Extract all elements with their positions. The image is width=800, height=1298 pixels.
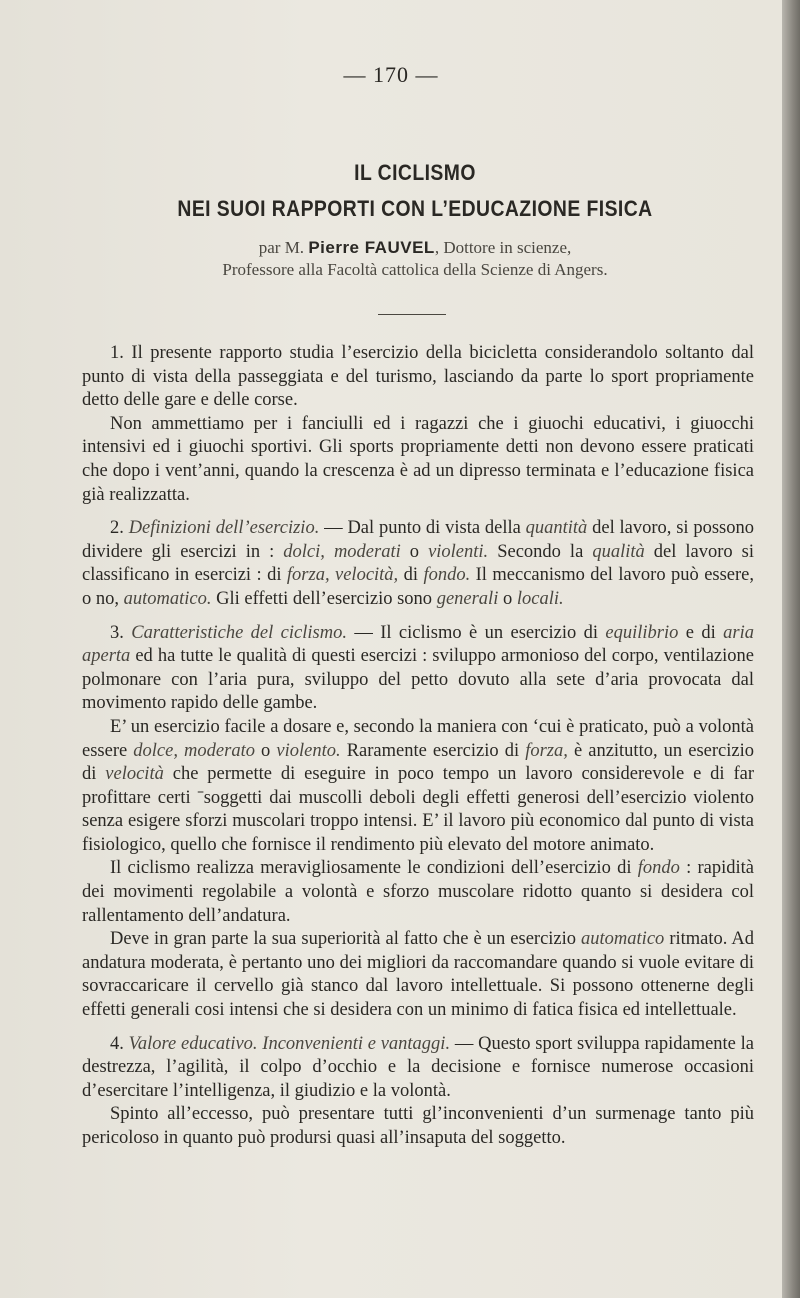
title-line-2: NEI SUOI RAPPORTI CON L’EDUCAZIONE FISICA: [177, 196, 653, 221]
italic-term: aria aperta: [82, 622, 754, 667]
italic-term: Definizioni dell’esercizio.: [128, 518, 320, 539]
text-run: Non ammettiamo per i fanciulli ed i ragazzi che i giuochi educativi, i giuocchi intensivi ed i giuochi sportivi. Gli sports propriamente detti non devono essere praticati che dopo i vent’anni, quando la crescenza è ad un dipresso terminata e l’educazione fisica già realizzatta.: [82, 413, 754, 505]
paragraph-p3b: [82, 716, 754, 858]
italic-term: automatico.: [123, 588, 212, 609]
paragraph-p4: [82, 1033, 754, 1104]
text-run: ritmato. Ad andatura moderata, è pertanto uno dei migliori da raccomandare quando si vuole evitare di sovraccaricare il cervello già stanco dal lavoro intellettuale. Si possono ottenerne degli effetti generali cosi intensi che si desidera con un minimo di fatica fisica ed intellettuale.: [82, 929, 754, 1021]
text-run: Spinto all’eccesso, può presentare tutti gl’inconvenienti d’un surmenage tanto più pericoloso in quanto può prodursi quasi all’insaputa del soggetto.: [82, 1104, 754, 1148]
text-run: — Questo sport sviluppa rapidamente la destrezza, l’agilità, il colpo d’occhio e la decisione e fornisce numerose occasioni d’esercitare l’intelligenza, il giudizio e la volontà.: [82, 1033, 754, 1101]
paragraph-p1b: [82, 413, 754, 507]
author-suffix: , Dottore in scienze,: [434, 238, 572, 257]
text-run: del lavoro si classificano in esercizi : di: [82, 541, 755, 586]
italic-term: forza,: [525, 740, 568, 761]
italic-term: qualità: [592, 541, 645, 562]
italic-term: automatico: [581, 929, 665, 950]
italic-term: velocità: [105, 764, 164, 785]
title-line-1: IL CICLISMO: [354, 160, 476, 185]
italic-term: locali.: [516, 588, 564, 609]
text-run: — Dal punto di vista della: [319, 518, 526, 539]
italic-term: violento.: [276, 740, 341, 761]
author-prefix: par M.: [258, 238, 309, 257]
italic-term: Valore educativo. Inconvenienti e vantaggi.: [128, 1033, 451, 1054]
text-run: che permette di eseguire in poco tempo un lavoro considerevole e di far profittare certi ˉsoggetti dai muscolli deboli degli effetti generosi dell’esercizio violento senza esigere sforzi muscolari troppo intensi. E’ il lavoro più economico dal punto di vista fisiologico, quello che fornisce il rendimento più elevato del motore animato.: [82, 764, 754, 855]
page-number: — 170 —: [343, 62, 439, 87]
text-run: e di: [678, 622, 724, 643]
text-run: 1. Il presente rapporto studia l’esercizio della bicicletta considerandolo soltanto dal punto di vista della passeggiata e del turismo, lasciando da parte lo sport propriamente detto delle gare e delle corse.: [82, 343, 754, 411]
text-run: di: [398, 565, 424, 586]
italic-term: quantità: [525, 518, 588, 539]
paragraph-p2: [82, 517, 754, 611]
paragraph-p3d: [82, 928, 754, 1022]
text-run: — Il ciclismo è un esercizio di: [346, 622, 606, 643]
text-run: : rapidità dei movimenti regolabile a volontà e sforzo muscolare ridotto quanto si desidera col rallentamento dell’andatura.: [82, 858, 754, 926]
paragraph-p1: [82, 342, 754, 413]
text-run: Secondo la: [488, 541, 593, 562]
italic-term: violenti.: [428, 541, 489, 562]
article-body: [82, 342, 754, 1151]
text-run: o: [254, 740, 277, 761]
text-run: Il ciclismo realizza meravigliosamente le condizioni dell’esercizio di: [110, 858, 638, 879]
italic-term: generali: [436, 588, 499, 609]
page-edge-shadow: [782, 0, 800, 1298]
text-run: 2.: [110, 518, 129, 539]
text-run: Gli effetti dell’esercizio sono: [211, 588, 437, 609]
text-run: o: [400, 541, 429, 562]
text-run: Raramente esercizio di: [340, 740, 526, 761]
author-name: Pierre FAUVEL: [308, 238, 435, 257]
text-run: 4.: [110, 1033, 129, 1054]
author-line: [0, 238, 800, 258]
paragraph-p3c: [82, 857, 754, 928]
text-run: Deve in gran parte la sua superiorità al fatto che è un esercizio: [110, 929, 582, 950]
text-run: E’ un esercizio facile a dosare e, secondo la maniera con ‘cui è praticato, può a volontà essere: [82, 716, 754, 761]
paragraph-p4b: [82, 1103, 754, 1150]
text-run: Il meccanismo del lavoro può essere, o no,: [82, 565, 755, 609]
italic-term: forza, velocità,: [286, 565, 399, 586]
italic-term: dolce, moderato: [133, 740, 255, 761]
text-run: è anzitutto, un esercizio di: [82, 740, 754, 785]
text-run: ed ha tutte le qualità di questi esercizi : sviluppo armonioso del corpo, ventilazione polmonare con l’aria pura, sviluppo del petto dovuto alla sete d’aria provocata dal movimento rapido delle gambe.: [82, 646, 754, 714]
text-run: 3.: [110, 622, 132, 643]
italic-term: fondo: [637, 858, 680, 879]
paragraph-p3: [82, 622, 754, 716]
separator-rule: [378, 314, 446, 315]
italic-term: equilibrio: [605, 622, 679, 643]
italic-term: dolci, moderati: [283, 541, 401, 562]
author-affiliation: Professore alla Facoltà cattolica della Scienze di Angers.: [222, 260, 608, 279]
text-run: o: [498, 588, 517, 609]
text-run: del lavoro, si possono dividere gli esercizi in :: [82, 518, 755, 562]
italic-term: fondo.: [423, 565, 471, 586]
italic-term: Caratteristiche del ciclismo.: [131, 622, 347, 643]
